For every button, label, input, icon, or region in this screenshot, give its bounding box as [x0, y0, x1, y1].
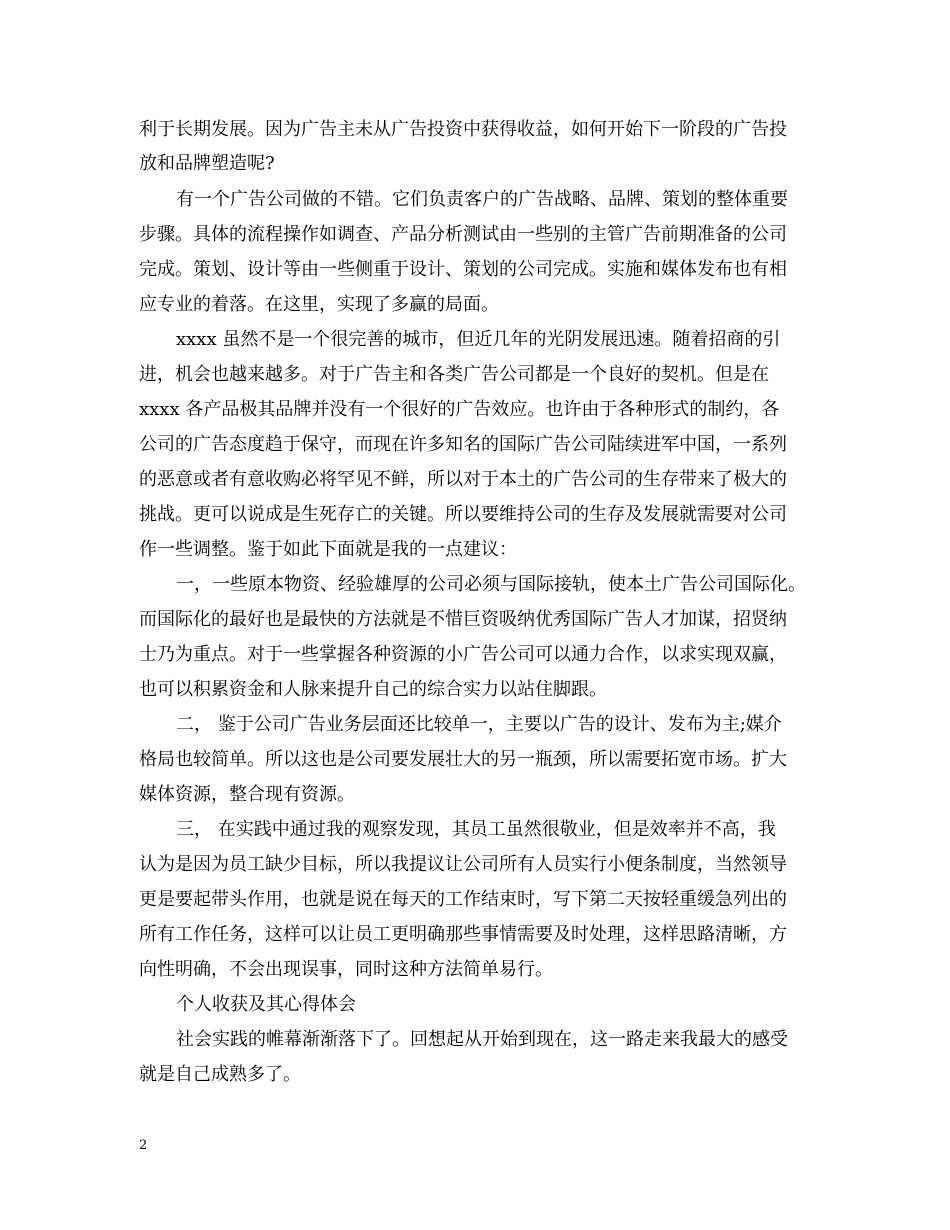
text-line: xxxx 虽然不是一个很完善的城市，但近几年的光阴发展迅速。随着招商的引	[176, 329, 781, 350]
text-line: 媒体资源，整合现有资源。	[139, 784, 355, 805]
text-line: 公司的广告态度趋于保守，而现在许多知名的国际广告公司陆续进军中国，一系列	[139, 434, 787, 455]
text-line: 进，机会也越来越多。对于广告主和各类广告公司都是一个良好的契机。但是在	[139, 364, 769, 385]
text-line: 所有工作任务，这样可以让员工更明确那些事情需要及时处理，这样思路清晰，方	[139, 924, 787, 945]
text-line: 二， 鉴于公司广告业务层面还比较单一，主要以广告的设计、发布为主;媒介	[176, 714, 782, 735]
page-number: 2	[139, 1138, 148, 1153]
text-line: 士乃为重点。对于一些掌握各种资源的小广告公司可以通力合作，以求实现双赢，	[139, 644, 787, 665]
text-line: 向性明确，不会出现误事，同时这种方法简单易行。	[139, 959, 553, 980]
text-line: 更是要起带头作用，也就是说在每天的工作结束时，写下第二天按轻重缓急列出的	[139, 889, 787, 910]
text-line: 步骤。具体的流程操作如调查、产品分析测试由一些别的主管广告前期准备的公司	[139, 224, 787, 245]
text-line: 三， 在实践中通过我的观察发现，其员工虽然很敬业，但是效率并不高，我	[176, 819, 776, 840]
text-line: 完成。策划、设计等由一些侧重于设计、策划的公司完成。实施和媒体发布也有相	[139, 259, 787, 280]
text-line: 应专业的着落。在这里，实现了多赢的局面。	[139, 294, 499, 315]
text-line: 认为是因为员工缺少目标，所以我提议让公司所有人员实行小便条制度，当然领导	[139, 854, 787, 875]
text-line: 社会实践的帷幕渐渐落下了。回想起从开始到现在，这一路走来我最大的感受	[176, 1029, 788, 1050]
text-line: 挑战。更可以说成是生死存亡的关键。所以要维持公司的生存及发展就需要对公司	[139, 504, 787, 525]
text-line: 也可以积累资金和人脉来提升自己的综合实力以站住脚跟。	[139, 679, 607, 700]
text-line: 格局也较简单。所以这也是公司要发展壮大的另一瓶颈，所以需要拓宽市场。扩大	[139, 749, 787, 770]
text-line: 有一个广告公司做的不错。它们负责客户的广告战略、品牌、策划的整体重要	[176, 189, 788, 210]
text-line: 利于长期发展。因为广告主未从广告投资中获得收益，如何开始下一阶段的广告投	[139, 119, 787, 140]
section-heading: 个人收获及其心得体会	[176, 994, 356, 1015]
text-line: 而国际化的最好也是最快的方法就是不惜巨资吸纳优秀国际广告人才加谋，招贤纳	[139, 609, 787, 630]
text-line: 作一些调整。鉴于如此下面就是我的一点建议：	[139, 539, 517, 560]
text-line: 放和品牌塑造呢?	[139, 153, 275, 174]
text-line: 一，一些原本物资、经验雄厚的公司必须与国际接轨，使本土广告公司国际化。	[176, 574, 806, 595]
text-line: xxxx 各产品极其品牌并没有一个很好的广告效应。也许由于各种形式的制约，各	[139, 399, 780, 420]
text-line: 的恶意或者有意收购必将罕见不鲜，所以对于本土的广告公司的生存带来了极大的	[139, 469, 787, 490]
text-line: 就是自己成熟多了。	[139, 1064, 301, 1085]
